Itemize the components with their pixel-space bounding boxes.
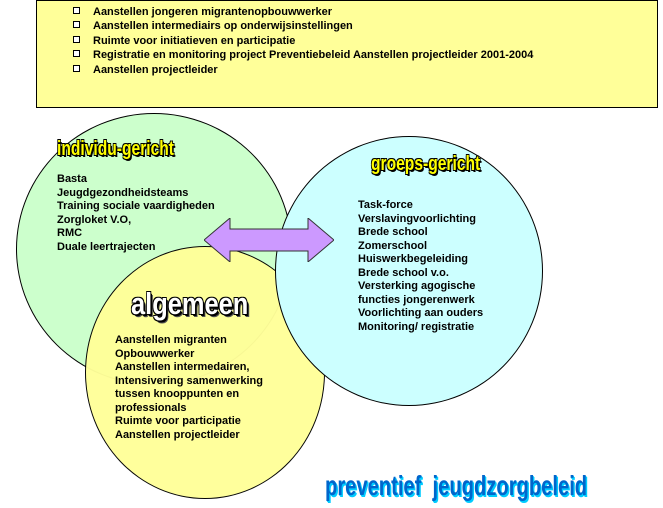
algemeen-item: Aanstellen intermedairen, <box>115 361 250 373</box>
groeps-list <box>358 199 483 334</box>
groeps-item: Brede school v.o. <box>358 266 449 279</box>
individu-item: Duale leertrajecten <box>57 240 156 253</box>
square-bullet-icon <box>73 65 80 72</box>
algemeen-item: Ruimte voor participatie <box>115 415 241 427</box>
individu-item: Jeugdgezondheidsteams <box>57 186 189 199</box>
algemeen-item: Intensivering samenwerking <box>115 374 263 387</box>
algemeen-item: professionals <box>115 401 187 414</box>
groeps-item: Zomerschool <box>358 239 428 252</box>
double-arrow-icon <box>204 218 334 262</box>
footer-title: preventief jeugdzorgbeleid <box>325 470 588 501</box>
top-box-item: Aanstellen jongeren migrantenopbouwwerker <box>73 5 657 19</box>
individu-item: Basta <box>57 173 87 185</box>
groeps-item: Brede school <box>358 226 428 238</box>
individu-heading: individu-gericht <box>57 138 174 160</box>
top-box-item: Registratie en monitoring project Preventiebeleid Aanstellen projectleider 2001-2004 <box>73 48 657 62</box>
top-box-item: Ruimte voor initiatieven en participatie <box>73 34 657 48</box>
square-bullet-icon <box>73 36 80 43</box>
groeps-item: Task-force <box>358 199 413 211</box>
top-box-item: Aanstellen intermediairs op onderwijsinstellingen <box>73 19 657 33</box>
algemeen-item: tussen knooppunten en <box>115 388 240 400</box>
square-bullet-icon <box>73 7 80 14</box>
groeps-item: Monitoring/ registratie <box>358 320 475 333</box>
groeps-heading: groeps-gericht <box>371 153 481 175</box>
algemeen-item: Aanstellen projectleider <box>115 428 240 441</box>
individu-item: RMC <box>57 227 83 239</box>
algemeen-list <box>115 334 263 442</box>
groeps-item: Verslavingvoorlichting <box>358 212 476 225</box>
groeps-item: Voorlichting aan ouders <box>358 307 484 319</box>
individu-item: Zorgloket V.O, <box>57 213 132 226</box>
algemeen-item: Aanstellen migranten <box>115 334 227 346</box>
algemeen-item: Opbouwwerker <box>115 347 195 360</box>
groeps-item: Huiswerkbegeleiding <box>358 253 469 265</box>
square-bullet-icon <box>73 50 80 57</box>
individu-item: Training sociale vaardigheden <box>57 200 215 212</box>
top-box-item: Aanstellen projectleider <box>73 63 657 77</box>
top-box <box>36 0 658 108</box>
algemeen-heading: algemeen <box>131 286 249 321</box>
groeps-item: functies jongerenwerk <box>358 293 475 306</box>
top-box-list <box>37 1 657 77</box>
square-bullet-icon <box>73 21 80 28</box>
groeps-item: Versterking agogische <box>358 280 476 292</box>
individu-list <box>57 173 215 254</box>
